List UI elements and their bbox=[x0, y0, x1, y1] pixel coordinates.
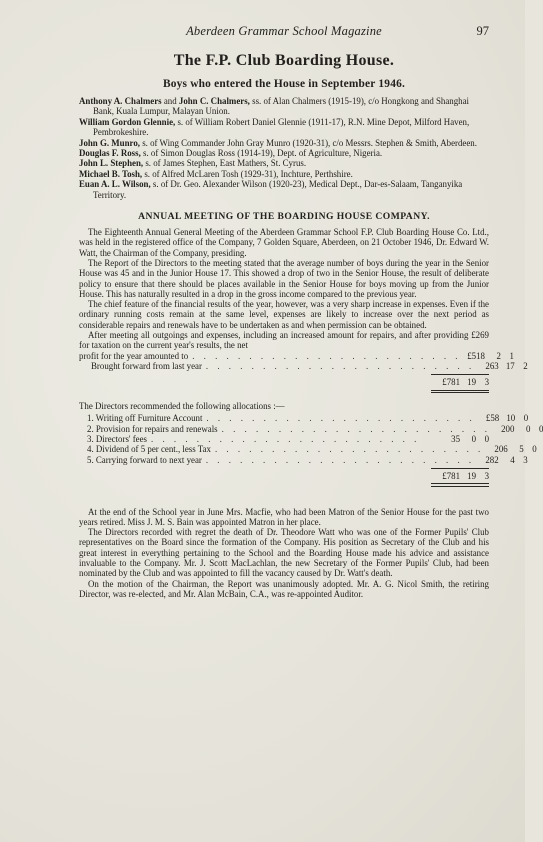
boys-list bbox=[79, 96, 489, 200]
running-title: Aberdeen Grammar School Magazine bbox=[186, 24, 382, 38]
list-item: Douglas F. Ross, s. of Simon Douglas Ross (1914-19), Dept. of Agriculture, Nigeria. bbox=[79, 148, 383, 159]
allocation-row: 2. Provision for repairs and renewals . . . . . . . . . . . . . . . . . . . . . . . . 200 0 0 bbox=[87, 423, 543, 434]
meeting-heading: ANNUAL MEETING OF THE BOARDING HOUSE COMPANY. bbox=[138, 211, 430, 223]
allocation-row: 1. Writing off Furniture Account . . . . . . . . . . . . . . . . . . . . . . . . £58 10 0 bbox=[87, 413, 529, 424]
paragraph: The chief feature of the financial results of the year, however, was a very sharp increase in expenses. Even if the ordinary running costs remain at the same level, expenses are likely to increase over the next period as considerable repairs and renewals have to be undertaken as and when permission can be obtained. bbox=[79, 299, 489, 330]
paragraph: The Directors recorded with regret the death of Dr. Theodore Watt who was one of the Former Pupils' Club representatives on the Board since the formation of the Company. His position as Secretary of the Club and his great interest in everything pertaining to the School and the Boarding House made his advice and assistance invaluable to the Company. Mr. J. Scott MacLachlan, the new Secretary of the Former Pupils' Club, had been nominated by the Club and was appointed to fill the vacancy caused by Dr. Watt's death. bbox=[79, 527, 489, 579]
list-item: John L. Stephen, s. of James Stephen, East Mathers, St. Cyrus. bbox=[79, 158, 307, 169]
double-rule bbox=[79, 390, 489, 394]
allocation-row: 5. Carrying forward to next year . . . . . . . . . . . . . . . . . . . . . . . . 282 4 3 bbox=[87, 454, 528, 465]
article-subtitle: Boys who entered the House in September 1946. bbox=[162, 78, 406, 90]
profit-total: £781 19 3 bbox=[442, 377, 489, 388]
article-title: The F.P. Club Boarding House. bbox=[173, 52, 395, 69]
allocation-row: 4. Dividend of 5 per cent., less Tax . . . . . . . . . . . . . . . . . . . . . . . . 206 5 0 bbox=[87, 444, 537, 455]
list-item: Anthony A. Chalmers and John C. Chalmers, ss. of Alan Chalmers (1915-19), c/o Hongkong and Shanghai Bank, Kuala Lumpur, Malayan Union. bbox=[79, 96, 470, 117]
allocations-total: £781 19 3 bbox=[442, 470, 489, 481]
allocations-table bbox=[79, 413, 543, 486]
list-item: Michael B. Tosh, s. of Alfred McLaren Tosh (1929-31), Inchture, Perthshire. bbox=[79, 168, 353, 179]
list-item: Euan A. L. Wilson, s. of Dr. Geo. Alexander Wilson (1920-23), Medical Dept., Dar-es-Salaam, Tanganyika Territory. bbox=[79, 179, 463, 200]
paragraph: The Eighteenth Annual General Meeting of the Aberdeen Grammar School F.P. Club Boarding House Co. Ltd., was held in the registered office of the Company, 7 Golden Square, Aberdeen, on 21 October 1946, Dr. Edward W. Watt, the Chairman of the Company, presiding. bbox=[79, 227, 489, 258]
profit-row: Brought forward from last year . . . . . . . . . . . . . . . . . . . . . . . . 263 17 2 bbox=[91, 360, 528, 371]
paragraph: After meeting all outgoings and expenses, including an increased amount for repairs, and after providing £269 for taxation on the current year's results, the net bbox=[79, 330, 489, 351]
allocations-intro: The Directors recommended the following allocations :— bbox=[79, 401, 285, 412]
paragraph: On the motion of the Chairman, the Report was unanimously adopted. Mr. A. G. Nicol Smith, the retiring Director, was re-elected, and Mr. Alan McBain, C.A., was re-appointed Auditor. bbox=[79, 578, 489, 599]
sum-rule bbox=[79, 374, 489, 375]
allocation-row: 3. Directors' fees . . . . . . . . . . . . . . . . . . . . . . . . 35 0 0 bbox=[87, 433, 489, 444]
list-item: John G. Munro, s. of Wing Commander John Gray Munro (1920-31), c/o Messrs. Stephen & Smith, Aberdeen. bbox=[79, 137, 477, 148]
sum-rule bbox=[79, 468, 489, 469]
page-number: 97 bbox=[476, 24, 489, 38]
paragraph: The Report of the Directors to the meeting stated that the average number of boys during the year in the Senior House was 45 and in the Junior House 17. This showed a drop of two in the Senior House, the result of deliberate policy to ensure that there should be places available in the Senior House for boys moving up from the Junior House. This has naturally resulted in a drop in the gross income compared to the previous year. bbox=[79, 257, 489, 299]
paragraph: At the end of the School year in June Mrs. Macfie, who had been Matron of the Senior House for the past two years retired. Miss J. M. S. Bain was appointed Matron in her place. bbox=[79, 506, 489, 527]
profit-table bbox=[79, 350, 528, 393]
profit-row: profit for the year amounted to . . . . . . . . . . . . . . . . . . . . . . . . £518 2 1 bbox=[79, 350, 514, 361]
running-head bbox=[79, 24, 489, 44]
list-item: William Gordon Glennie, s. of William Robert Daniel Glennie (1911-17), R.N. Mine Depot, Milford Haven, Pembrokeshire. bbox=[79, 116, 470, 138]
